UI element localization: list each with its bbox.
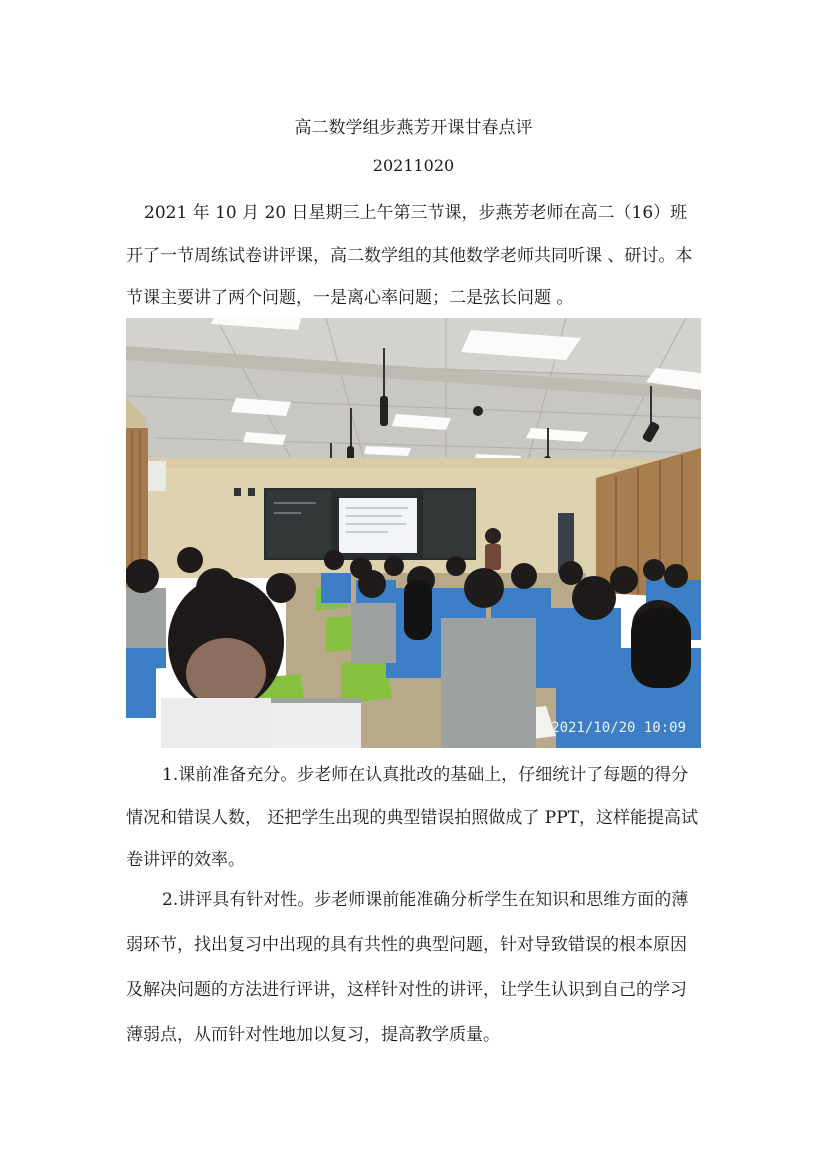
- photo-timestamp: 2021/10/20 10:09: [551, 720, 686, 736]
- classroom-photo: [126, 318, 701, 748]
- paragraph-point-2: 2.讲评具有针对性。步老师课前能准确分析学生在知识和思维方面的薄弱环节，找出复习中出现的具有共性的典型问题，针对导致错误的根本原因及解决问题的方法进行评讲，这样针对性的讲评，让学生认识到自己的学习薄弱点，从而针对性地加以复习，提高教学质量。: [126, 890, 689, 1045]
- paragraph-point-1: 1.课前准备充分。步老师在认真批改的基础上，仔细统计了每题的得分情况和错误人数， 还把学生出现的典型错误拍照做成了 PPT，这样能提高试卷讲评的效率。: [126, 765, 699, 870]
- paragraph-intro: 2021 年 10 月 20 日星期三上午第三节课，步燕芳老师在高二（16）班开了一节周练试卷讲评课，高二数学组的其他数学老师共同听课 、研讨。本节课主要讲了两个问题，一是离心率问题；二是弦长问题 。: [126, 203, 693, 308]
- document-date: 20211020: [372, 156, 455, 175]
- document-title: 高二数学组步燕芳开课甘春点评: [294, 118, 533, 138]
